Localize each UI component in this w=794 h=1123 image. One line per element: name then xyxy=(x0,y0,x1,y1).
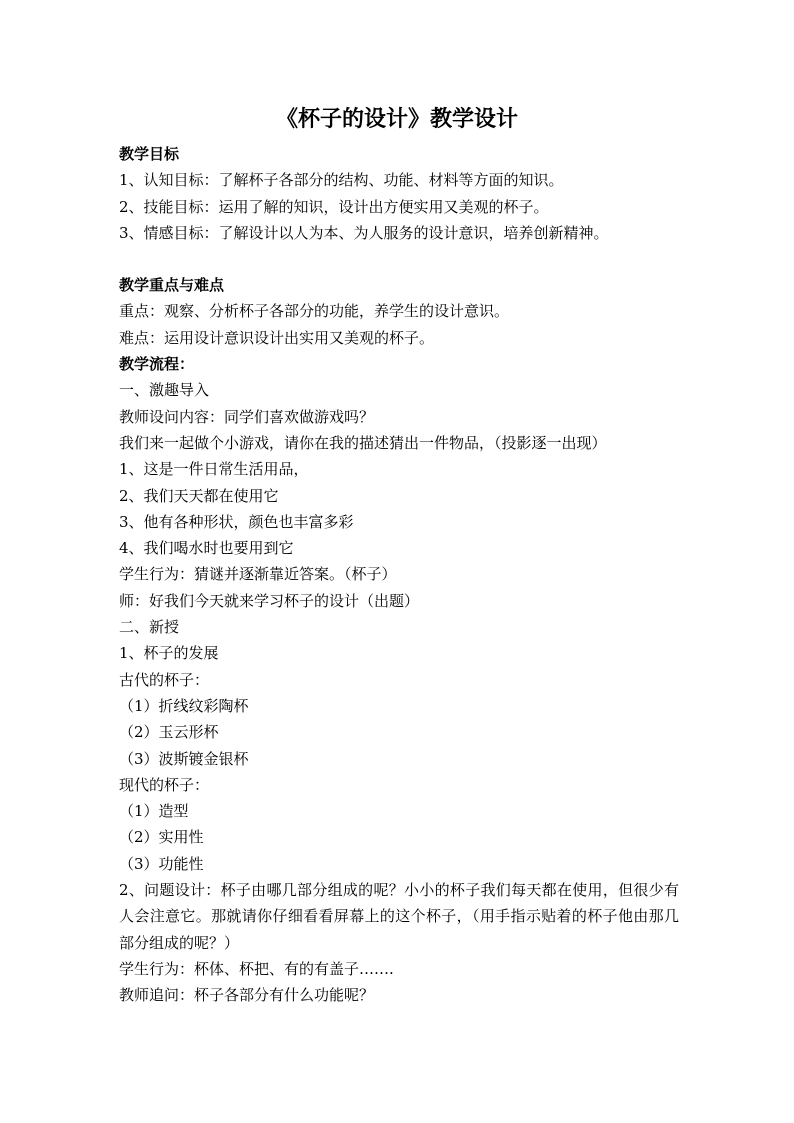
keypoint-item: 难点：运用设计意识设计出实用又美观的杯子。 xyxy=(119,328,435,347)
paragraph-line: 我们来一起做个小游戏，请你在我的描述猜出一件物品，（投影逐一出现） xyxy=(119,433,607,452)
section-heading-keypoints: 教学重点与难点 xyxy=(119,276,225,295)
keypoint-item: 重点：观察、分析杯子各部分的功能，养学生的设计意识。 xyxy=(119,302,510,321)
paragraph-line: 1、这是一件日常生活用品， xyxy=(119,460,309,479)
goal-item: 3、情感目标：了解设计以人为本、为人服务的设计意识，培养创新精神。 xyxy=(119,223,609,242)
paragraph-line: 古代的杯子： xyxy=(119,670,210,689)
goal-item: 1、认知目标：了解杯子各部分的结构、功能、材料等方面的知识。 xyxy=(119,171,564,190)
paragraph-line: 1、杯子的发展 xyxy=(119,644,219,663)
paragraph-line: 师：好我们今天就来学习杯子的设计（出题） xyxy=(119,591,420,610)
document-body xyxy=(119,141,679,1009)
subsection-heading-intro: 一、激趣导入 xyxy=(119,381,210,400)
goal-item: 2、技能目标：运用了解的知识，设计出方便实用又美观的杯子。 xyxy=(119,197,549,216)
blank-line xyxy=(119,246,679,272)
section-heading-process: 教学流程： xyxy=(119,355,195,374)
list-item: （3）功能性 xyxy=(119,854,204,873)
paragraph-line: 3、他有各种形状，颜色也丰富多彩 xyxy=(119,512,354,531)
paragraph-line: 学生行为：杯体、杯把、有的有盖子……. xyxy=(119,959,394,978)
paragraph-line: 教师追问：杯子各部分有什么功能呢？ xyxy=(119,986,375,1005)
paragraph-line: 2、我们天天都在使用它 xyxy=(119,486,279,505)
subsection-heading-new-lesson: 二、新授 xyxy=(119,618,180,637)
list-item: （2）实用性 xyxy=(119,828,204,847)
paragraph-line: 4、我们喝水时也要用到它 xyxy=(119,539,294,558)
paragraph-line: 学生行为：猜谜并逐渐靠近答案。（杯子） xyxy=(119,565,397,584)
section-heading-goals: 教学目标 xyxy=(119,145,180,163)
question-paragraph: 2、问题设计：杯子由哪几部分组成的呢？小小的杯子我们每天都在使用，但很少有人会注意它。那就请你仔细看看屏幕上的这个杯子，（用手指示贴着的杯子他由那几部分组成的呢？） xyxy=(119,881,679,952)
paragraph-line: 现代的杯子： xyxy=(119,775,210,794)
list-item: （1）折线纹彩陶杯 xyxy=(119,696,249,715)
list-item: （2）玉云形杯 xyxy=(119,723,219,742)
document-title: 《杯子的设计》教学设计 xyxy=(275,106,518,132)
paragraph-line: 教师设问内容：同学们喜欢做游戏吗？ xyxy=(119,407,375,426)
list-item: （1）造型 xyxy=(119,802,189,821)
list-item: （3）波斯镀金银杯 xyxy=(119,749,249,768)
